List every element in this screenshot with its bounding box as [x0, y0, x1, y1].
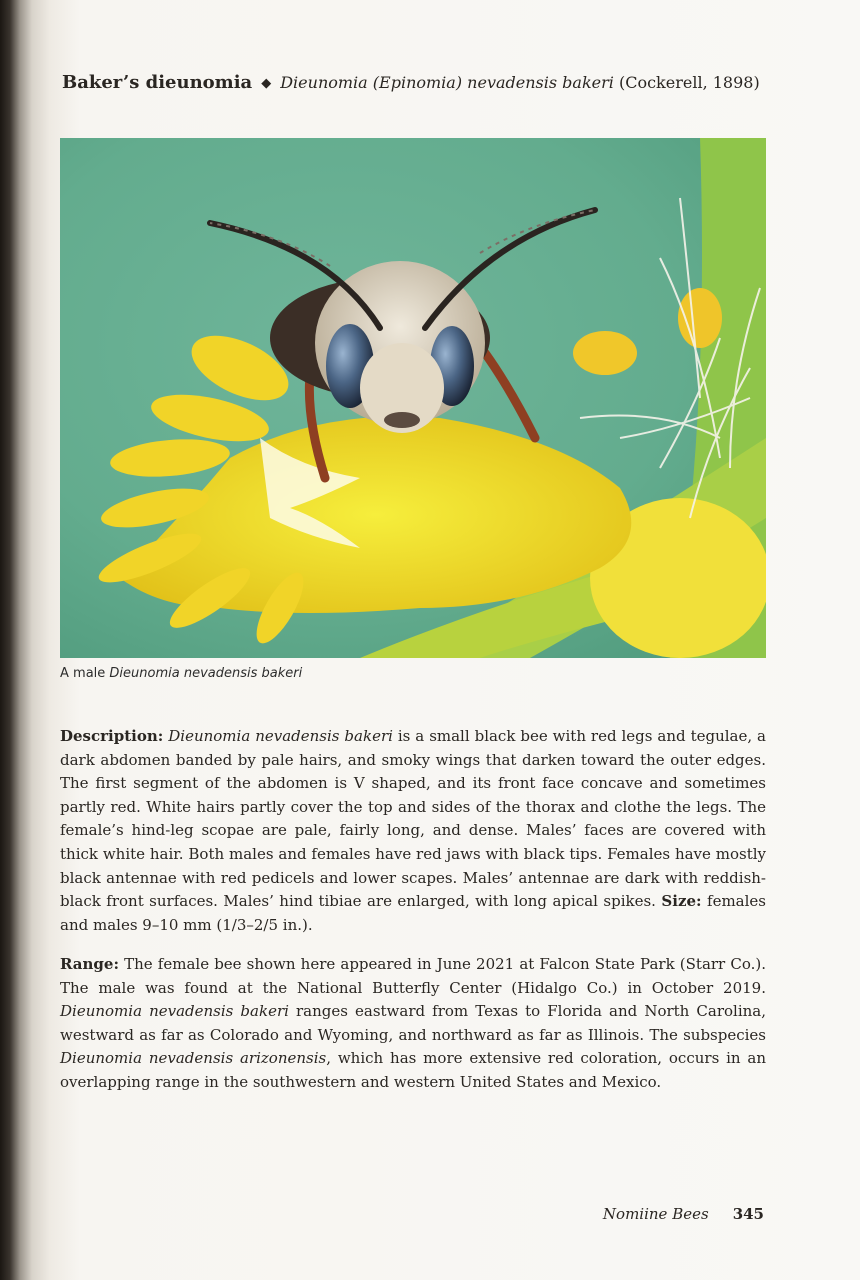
common-name: Baker’s dieunomia: [62, 72, 253, 93]
size-label: Size:: [661, 892, 702, 911]
range-text-3: , which has more extensive red coloration, occurs in an overlapping range in the southwestern and western United States and Mexico.: [60, 1049, 767, 1091]
page-footer: [603, 1205, 764, 1223]
scientific-name: Dieunomia (Epinomia) nevadensis bakeri: [280, 73, 614, 92]
running-footer-section: Nomiine Bees: [602, 1205, 709, 1223]
description-text: is a small black bee with red legs and tegulae, a dark abdomen banded by pale hairs, and smoky wings that darken toward the outer edges. The first segment of the abdomen is V shaped, and its front face concave and sometimes partly red. White hairs partly cover the top and sides of the thorax and clothe the legs. The female’s hind-leg scopae are pale, fairly long, and dense. Males’ faces are covered with thick white hair. Both males and females have red jaws with black tips. Females have mostly black antennae with red pedicels and lower scapes. Males’ antennae are dark with reddish-black front surfaces. Males’ hind tibiae are enlarged, with long apical spikes.: [60, 727, 766, 911]
description-species: Dieunomia nevadensis bakeri: [168, 727, 393, 745]
species-heading: [62, 72, 802, 93]
caption-prefix: A male: [60, 666, 106, 681]
range-text-2: ranges eastward from Texas to Florida and North Carolina, westward as far as Colorado and Wyoming, and northward as far as Illinois. The subspecies: [60, 1002, 766, 1044]
photo-caption: [60, 666, 302, 681]
diamond-separator-icon: ◆: [261, 76, 272, 91]
caption-species: Dieunomia nevadensis bakeri: [109, 666, 303, 681]
size-text: females and males 9–10 mm (1/3–2/5 in.).: [60, 892, 766, 934]
description-label: Description:: [60, 727, 164, 745]
description-paragraph: [60, 725, 766, 937]
page-number: 345: [732, 1205, 764, 1223]
range-species-2: Dieunomia nevadensis arizonensis: [60, 1049, 327, 1068]
range-label: Range:: [60, 955, 120, 973]
authority: (Cockerell, 1898): [618, 73, 760, 92]
range-species-1: Dieunomia nevadensis bakeri: [60, 1002, 289, 1021]
range-paragraph: [60, 953, 766, 1095]
bee-photo: [60, 138, 766, 658]
range-text-1: The female bee shown here appeared in June 2021 at Falcon State Park (Starr Co.). The male was found at the National Butterfly Center (Hidalgo Co.) in October 2019.: [60, 955, 766, 997]
